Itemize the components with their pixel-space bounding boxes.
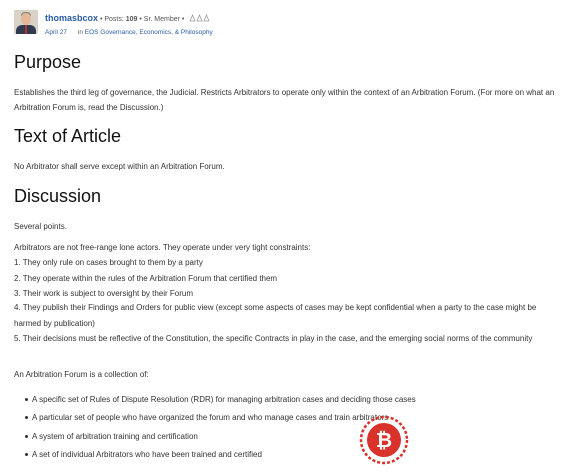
- posts-label: • Posts:: [99, 16, 126, 23]
- category-separator: ,: [171, 29, 173, 36]
- post-meta: [45, 13, 210, 24]
- constraint-point: 2. They operate within the rules of the Arbitration Forum that certified them: [14, 274, 278, 283]
- forum-list-item: A set of individual Arbitrators who have been trained and certified: [32, 450, 262, 459]
- post-date-category: [45, 29, 213, 36]
- category-link-economics[interactable]: Economics: [139, 29, 172, 36]
- constraint-point: 3. Their work is subject to oversight by their Forum: [14, 289, 194, 298]
- avatar[interactable]: [14, 10, 38, 34]
- svg-text:₿: ₿: [375, 428, 393, 452]
- in-label: in: [77, 29, 83, 36]
- category-link-eos-governance[interactable]: EOS Governance: [84, 29, 136, 36]
- constraint-point: 5. Their decisions must be reflective of the Constitution, the specific Contracts in play in the case, and the emerging social norms of the community: [14, 334, 533, 343]
- discussion-intro: Several points.: [14, 222, 67, 231]
- constraints-intro: Arbitrators are not free-range lone actors. They operate under very tight constraints:: [14, 243, 311, 252]
- forum-intro: An Arbitration Forum is a collection of:: [14, 370, 149, 379]
- bitcoin-icon: [358, 414, 410, 466]
- forum-list-item: A specific set of Rules of Dispute Resolution (RDR) for managing arbitration cases and deciding those cases: [32, 395, 416, 404]
- forum-list-item: A system of arbitration training and certification: [32, 432, 198, 441]
- constraint-point: 4. They publish their Findings and Orders for public view (except some aspects of cases may be kept confidential when a party to the case might be harmed by publication): [14, 303, 537, 328]
- article-text: No Arbitrator shall serve except within an Arbitration Forum.: [14, 162, 225, 171]
- rank-icon: [189, 14, 210, 24]
- post-date[interactable]: April 27: [45, 29, 68, 36]
- purpose-text: Establishes the third leg of governance, the Judicial. Restricts Arbitrators to operate only within the context of an Arbitration Forum. (For more on what an Arbitration Forum is, read the Discussion.): [14, 88, 555, 112]
- username-link[interactable]: thomasbcox: [45, 13, 99, 23]
- forum-list-item: A particular set of people who have organized the forum and who manage cases and train arbitrators: [32, 413, 389, 422]
- post-header: [14, 10, 559, 40]
- posts-count: 109: [125, 16, 138, 23]
- member-rank: • Sr. Member •: [139, 16, 185, 23]
- category-separator: ,: [135, 29, 138, 36]
- constraint-point: 1. They only rule on cases brought to them by a party: [14, 258, 203, 267]
- article-heading: Text of Article: [14, 126, 122, 146]
- purpose-heading: Purpose: [14, 52, 82, 72]
- category-link-philosophy[interactable]: & Philosophy: [174, 29, 213, 36]
- discussion-heading: Discussion: [14, 186, 102, 206]
